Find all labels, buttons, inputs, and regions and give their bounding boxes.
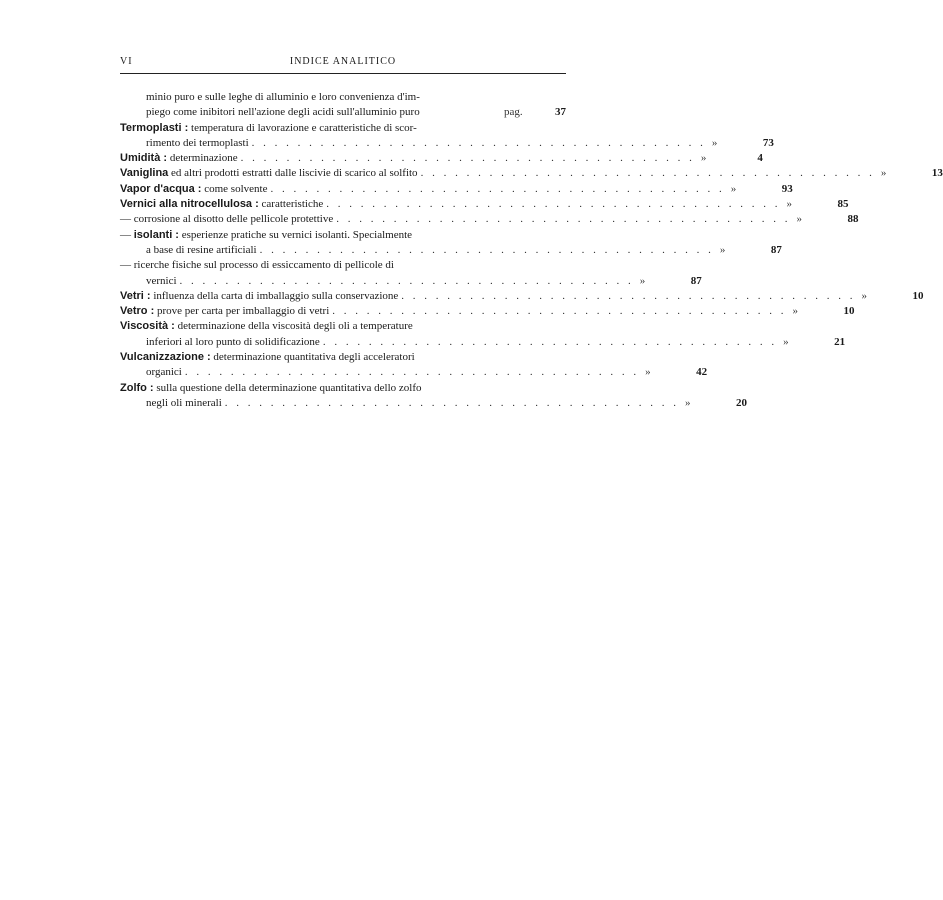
entry-description: ed altri prodotti estratti dalle liscivie di scarico al solfito xyxy=(171,167,418,180)
ditto-mark: » xyxy=(796,213,802,226)
ditto-mark: » xyxy=(645,366,651,379)
index-list xyxy=(120,90,943,411)
page-reference xyxy=(881,166,943,181)
entry-description: inferiori al loro punto di solidificazione xyxy=(146,335,320,348)
dot-leader: . . . . . . . . . . . . . . . . . . . . . . . . . . . . . . . . . . . . . . . . xyxy=(270,182,725,195)
dot-leader: . . . . . . . . . . . . . . . . . . . . . . . . . . . . . . . . . . . . . . . . xyxy=(401,289,856,302)
page-reference xyxy=(685,396,747,411)
entry-line xyxy=(120,182,793,197)
entry-description: minio puro e sulle leghe di alluminio e loro convenienza d'im- xyxy=(146,91,420,103)
ditto-dash: — xyxy=(120,228,134,241)
index-entry xyxy=(120,304,855,319)
entry-description: a base di resine artificiali xyxy=(146,243,257,256)
page-number-ref: 87 xyxy=(770,243,782,256)
page-number-ref: 10 xyxy=(843,305,855,318)
entry-description: piego come inibitori nell'azione degli acidi sull'alluminio puro xyxy=(146,106,420,119)
page-reference xyxy=(712,136,774,151)
page-reference xyxy=(862,289,924,304)
entry-description: organici xyxy=(146,366,182,379)
index-entry xyxy=(120,212,859,227)
page-reference xyxy=(731,182,793,197)
page-number-ref: 87 xyxy=(690,274,702,287)
entry-description: determinazione quantitativa degli acceleratori xyxy=(213,351,415,364)
page-number: VI xyxy=(120,56,133,67)
page-reference xyxy=(720,243,782,258)
index-term: Vaniglina xyxy=(120,167,169,180)
index-term: Viscosità : xyxy=(120,320,175,333)
ditto-mark: » xyxy=(880,167,887,180)
index-term: isolanti : xyxy=(133,228,179,241)
page-reference xyxy=(640,274,702,289)
entry-description: caratteristiche xyxy=(261,198,324,211)
entry-description: come solvente xyxy=(204,182,268,195)
entry-text xyxy=(120,197,323,212)
dot-leader: . . . . . . . . . . . . . . . . . . . . . . . . . . . . . . . . . . . . . . . . xyxy=(224,396,680,409)
entry-line xyxy=(120,212,859,227)
entry-text xyxy=(120,90,420,105)
ditto-mark: » xyxy=(730,182,737,195)
ditto-mark: » xyxy=(685,396,691,409)
dot-leader: . . . . . . . . . . . . . . . . . . . . . . . . . . . . . . . . . . . . . . . . xyxy=(251,136,706,149)
entry-line xyxy=(120,151,763,166)
entry-line xyxy=(120,289,924,304)
entry-text xyxy=(120,289,398,304)
index-term: Vetro : xyxy=(120,305,155,318)
ditto-mark: » xyxy=(792,305,798,318)
index-term: Zolfo : xyxy=(120,381,154,394)
page-number-ref: 73 xyxy=(762,136,774,149)
entry-text xyxy=(120,121,417,136)
entry-line xyxy=(120,274,702,289)
dot-leader: . . . . . . . . . . . . . . . . . . . . . . . . . . . . . . . . . . . . . . . . xyxy=(420,167,875,180)
dot-leader: . . . . . . . . . . . . . . . . . . . . . . . . . . . . . . . . . . . . . . . . xyxy=(259,243,714,256)
page-reference xyxy=(793,304,855,319)
ditto-mark: » xyxy=(861,289,868,302)
entry-text xyxy=(120,105,420,120)
entry-description: ricerche fisiche sul processo di essiccamento di pellicole di xyxy=(133,259,394,272)
entry-text xyxy=(120,396,222,411)
page-reference xyxy=(786,197,848,212)
index-term: Vetri : xyxy=(120,289,151,302)
index-entry xyxy=(120,319,846,350)
index-entry xyxy=(120,121,774,152)
entry-description: corrosione al disotto delle pellicole protettive xyxy=(133,213,334,226)
entry-line xyxy=(120,228,566,243)
entry-text xyxy=(120,151,238,166)
entry-text xyxy=(120,381,422,396)
entry-line xyxy=(120,304,855,319)
entry-line xyxy=(120,335,846,350)
page-number-ref: 85 xyxy=(837,198,849,211)
ditto-mark: » xyxy=(711,136,718,149)
entry-text xyxy=(120,258,394,273)
entry-text xyxy=(120,166,418,181)
entry-text xyxy=(120,274,177,289)
index-entry xyxy=(120,166,943,181)
entry-description: temperatura di lavorazione e caratteristiche di scor- xyxy=(191,121,417,134)
index-term: Vulcanizzazione : xyxy=(120,351,211,364)
dot-leader: . . . . . . . . . . . . . . . . . . . . . . . . . . . . . . . . . . . . . . . . xyxy=(322,335,778,348)
entry-line xyxy=(120,396,748,411)
entry-description: sulla questione della determinazione quantitativa dello zolfo xyxy=(156,381,422,394)
entry-text xyxy=(120,304,329,319)
entry-description: esperienze pratiche su vernici isolanti. Specialmente xyxy=(181,228,413,241)
page-number-ref: 13 xyxy=(931,167,943,180)
entry-description: negli oli minerali xyxy=(146,396,222,409)
ditto-mark: pag. xyxy=(504,106,523,119)
entry-description: vernici xyxy=(146,274,177,287)
entry-text xyxy=(120,319,413,334)
page-reference xyxy=(701,151,763,166)
entry-text xyxy=(120,243,257,258)
entry-text xyxy=(120,136,249,151)
page-number-ref: 20 xyxy=(736,396,748,409)
index-entry xyxy=(120,381,748,412)
page-reference xyxy=(796,212,858,227)
page-number-ref: 88 xyxy=(847,213,859,226)
entry-description: prove per carta per imballaggio di vetri xyxy=(156,305,330,318)
entry-line xyxy=(120,243,782,258)
page-reference xyxy=(783,335,845,350)
dot-leader: . . . . . . . . . . . . . . . . . . . . . . . . . . . . . . . . . . . . . . . . xyxy=(336,213,791,226)
entry-text xyxy=(120,182,267,197)
index-entry xyxy=(120,289,924,304)
page-number-ref: 4 xyxy=(757,152,763,165)
page-reference xyxy=(504,105,566,120)
dot-leader: . . . . . . . . . . . . . . . . . . . . . . . . . . . . . . . . . . . . . . . . xyxy=(179,274,634,287)
entry-line xyxy=(120,136,774,151)
index-entry xyxy=(120,90,566,121)
entry-line xyxy=(120,365,708,380)
ditto-mark: » xyxy=(700,152,707,165)
index-entry xyxy=(120,197,849,212)
entry-line xyxy=(120,166,943,181)
entry-line xyxy=(120,258,566,273)
ditto-mark: » xyxy=(786,198,792,211)
index-entry xyxy=(120,182,793,197)
index-term: Vernici alla nitrocellulosa : xyxy=(120,198,259,211)
entry-description: influenza della carta di imballaggio sulla conservazione xyxy=(153,289,399,302)
entry-description: determinazione della viscosità degli oli a temperature xyxy=(177,320,413,333)
dot-leader: . . . . . . . . . . . . . . . . . . . . . . . . . . . . . . . . . . . . . . . . xyxy=(332,305,787,318)
page-number-ref: 42 xyxy=(696,366,708,379)
dot-leader: . . . . . . . . . . . . . . . . . . . . . . . . . . . . . . . . . . . . . . . . xyxy=(184,366,640,379)
entry-line xyxy=(120,350,566,365)
index-entry xyxy=(120,151,763,166)
entry-text xyxy=(120,350,415,365)
index-entry xyxy=(120,228,782,259)
entry-line xyxy=(120,90,566,105)
entry-description: determinazione xyxy=(169,152,238,165)
entry-text xyxy=(120,212,333,227)
entry-text xyxy=(120,228,412,243)
entry-line xyxy=(120,319,566,334)
entry-line xyxy=(120,105,566,120)
entry-line xyxy=(120,121,566,136)
page-number-ref: 37 xyxy=(555,106,566,119)
index-term: Umidità : xyxy=(120,152,168,165)
ditto-dash: — xyxy=(120,213,134,226)
ditto-dash: — xyxy=(120,259,134,272)
index-entry xyxy=(120,258,702,289)
page-number-ref: 21 xyxy=(834,335,846,348)
page-title: INDICE ANALITICO xyxy=(289,56,397,67)
ditto-mark: » xyxy=(783,335,789,348)
page-reference xyxy=(645,365,707,380)
page-number-ref: 93 xyxy=(781,182,793,195)
ditto-mark: » xyxy=(719,243,726,256)
running-header xyxy=(120,56,566,72)
entry-line xyxy=(120,197,849,212)
index-term: Vapor d'acqua : xyxy=(120,182,202,195)
index-entry xyxy=(120,350,708,381)
dot-leader: . . . . . . . . . . . . . . . . . . . . . . . . . . . . . . . . . . . . . . . . xyxy=(326,198,781,211)
dot-leader: . . . . . . . . . . . . . . . . . . . . . . . . . . . . . . . . . . . . . . . . xyxy=(240,152,695,165)
header-rule xyxy=(120,73,566,74)
entry-text xyxy=(120,365,182,380)
entry-text xyxy=(120,335,320,350)
ditto-mark: » xyxy=(639,274,646,287)
page-number-ref: 10 xyxy=(912,289,924,302)
index-term: Termoplasti : xyxy=(120,121,189,134)
entry-description: rimento dei termoplasti xyxy=(146,136,249,149)
entry-line xyxy=(120,381,566,396)
